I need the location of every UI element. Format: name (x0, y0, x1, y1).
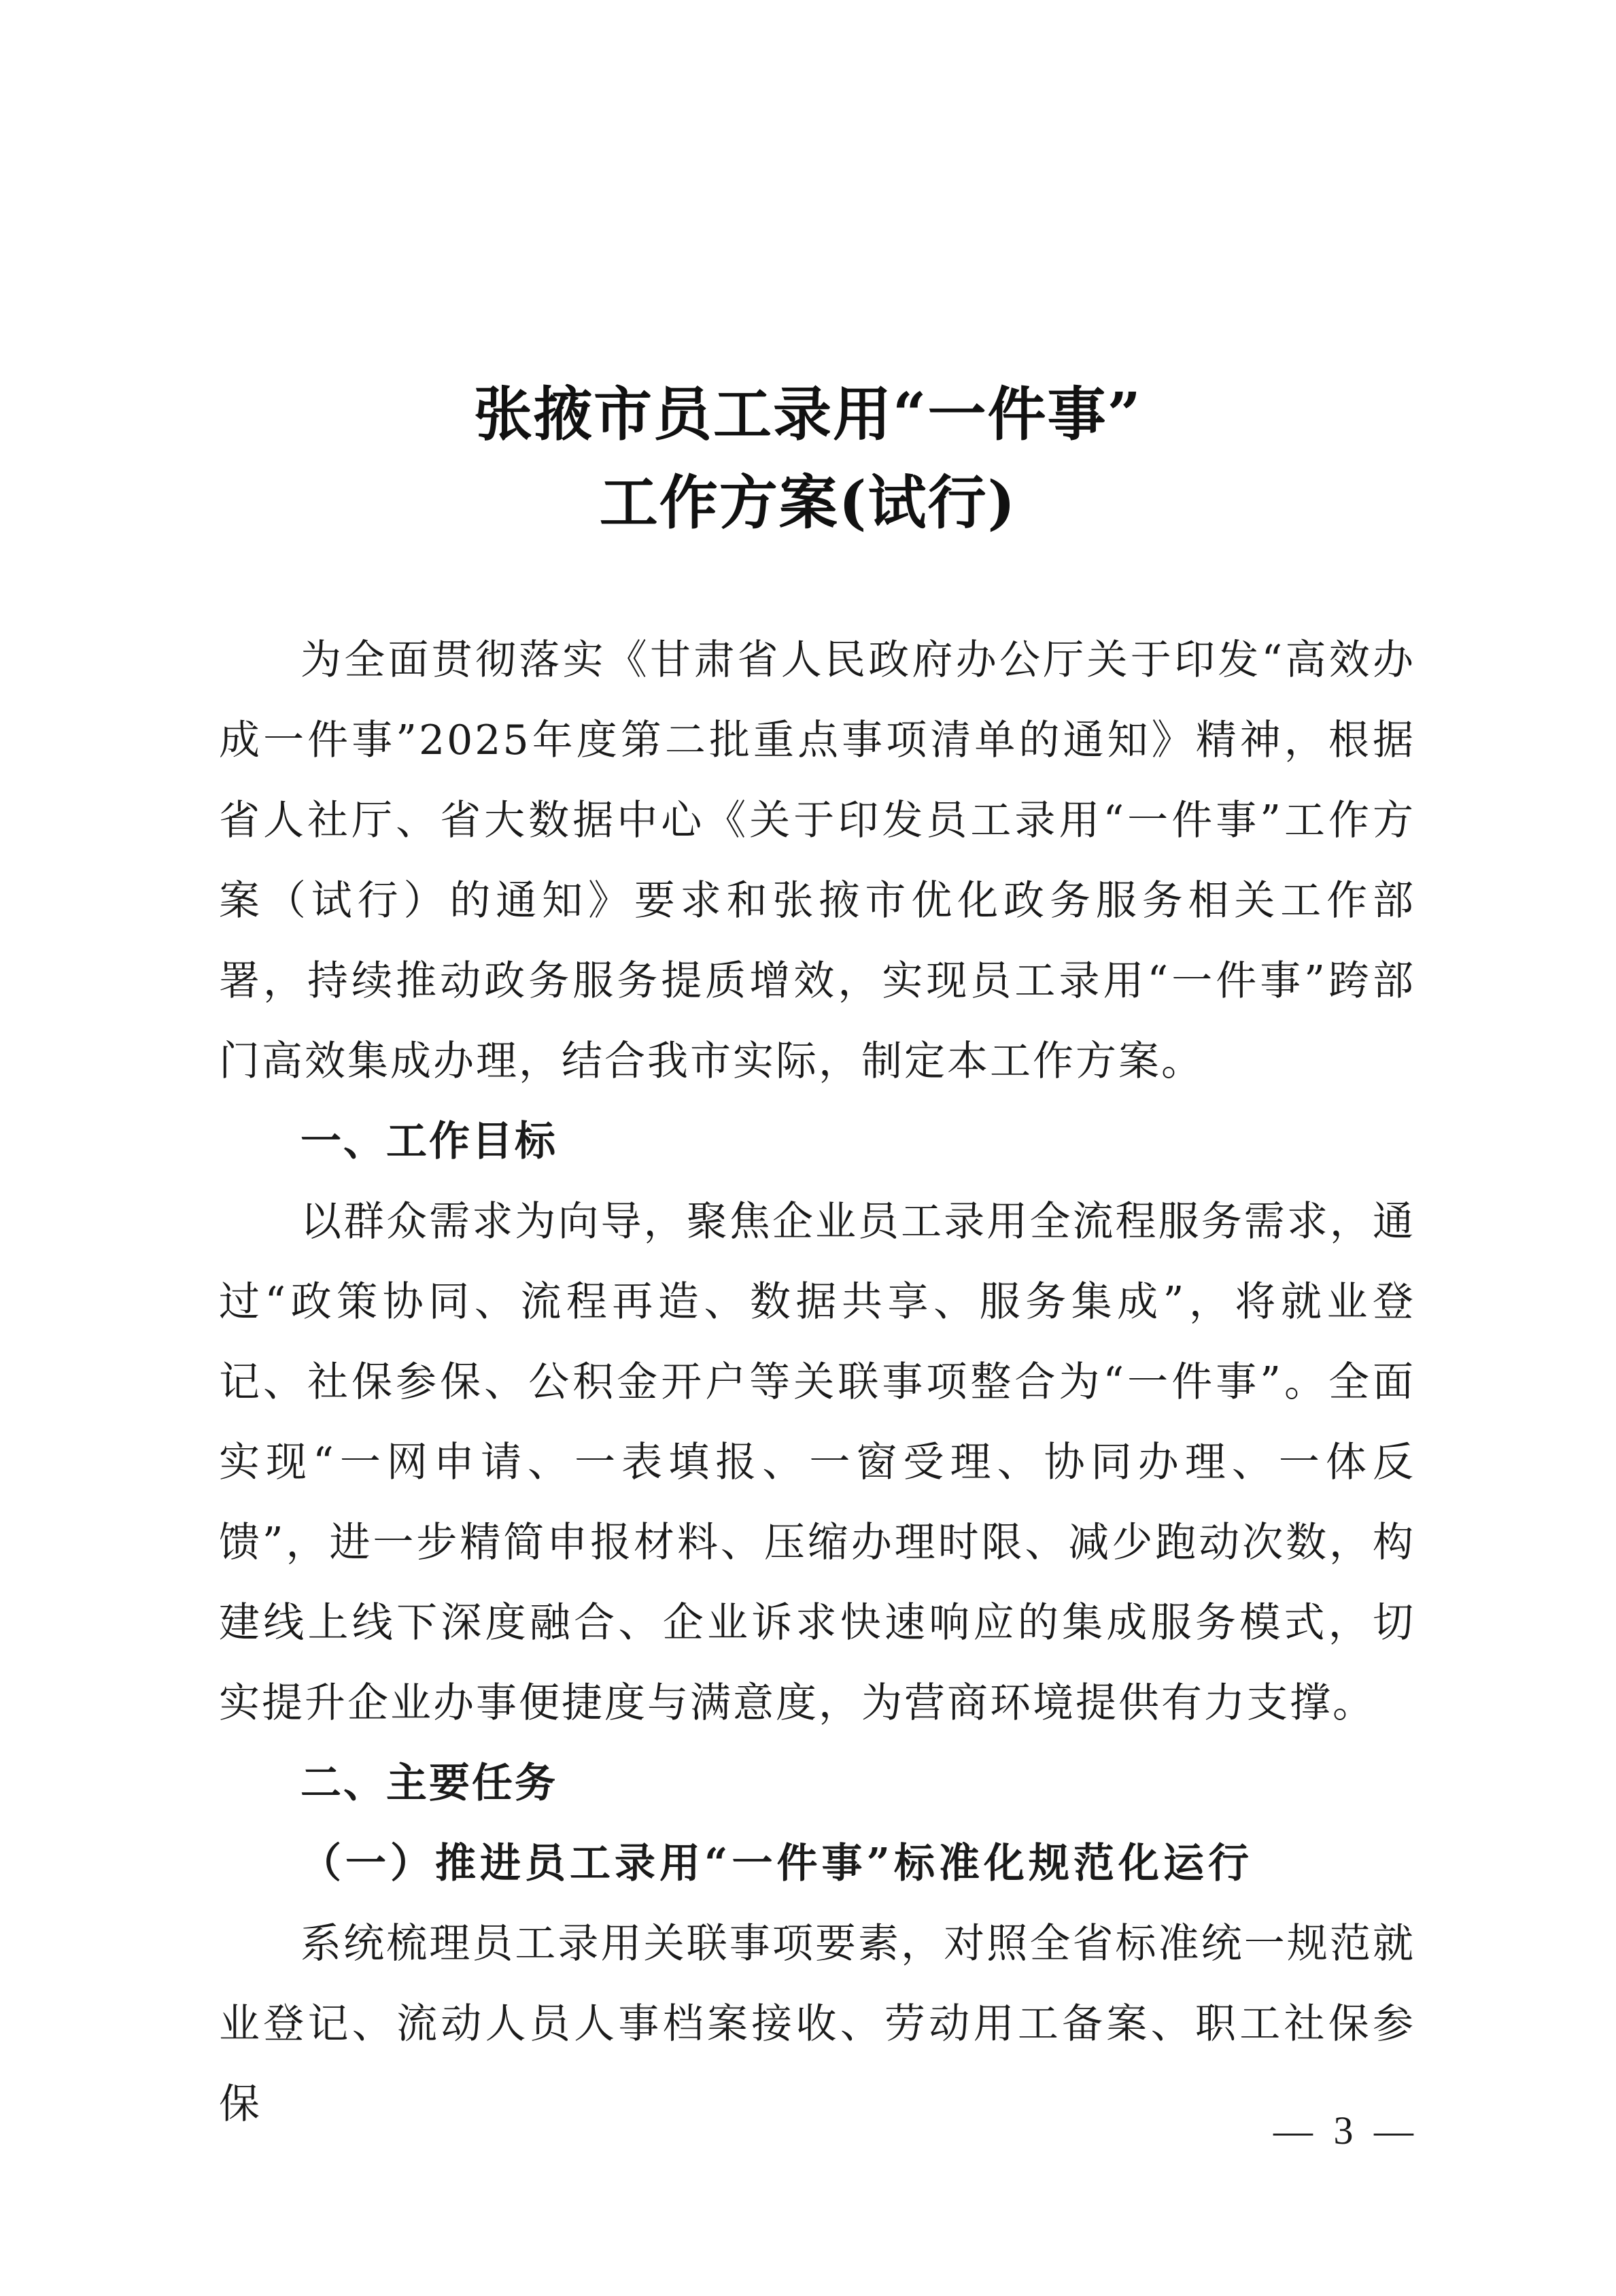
document-title-line-1: 张掖市员工录用“一件事” (474, 380, 1142, 449)
section-heading-tasks: 二、主要任务 (300, 1760, 557, 1807)
subsection-heading-1: （一）推进员工录用“一件事”标准化规范化运行 (300, 1840, 1254, 1887)
goal-paragraph: 以群众需求为向导，聚焦企业员工录用全流程服务需求，通过“政策协同、流程再造、数据共享、服务集成”，将就业登记、社保参保、公积金开户等关联事项整合为“一件事”。全面实现“一网申请、一表填报、一窗受理、协同办理、一体反馈”，进一步精简申报材料、压缩办理时限、减少跑动次数，构建线上线下深度融合、企业诉求快速响应的集成服务模式，切实提升企业办事便捷度与满意度，为营商环境提供有力支撑。 (219, 1198, 1415, 1727)
page-number: — 3 — (1273, 2108, 1419, 2153)
section-heading-goal: 一、工作目标 (300, 1118, 557, 1165)
task-1-paragraph: 系统梳理员工录用关联事项要素，对照全省标准统一规范就业登记、流动人员人事档案接收、劳动用工备案、职工社保参保 (219, 1920, 1415, 2128)
document-title-line-2: 工作方案(试行) (599, 468, 1017, 537)
document-body (219, 620, 1415, 2144)
intro-paragraph: 为全面贯彻落实《甘肃省人民政府办公厅关于印发“高效办成一件事”2025年度第二批重点事项清单的通知》精神，根据省人社厅、省大数据中心《关于印发员工录用“一件事”工作方案（试行）的通知》要求和张掖市优化政务服务相关工作部署，持续推动政务服务提质增效，实现员工录用“一件事”跨部门高效集成办理，结合我市实际，制定本工作方案。 (219, 636, 1415, 1085)
